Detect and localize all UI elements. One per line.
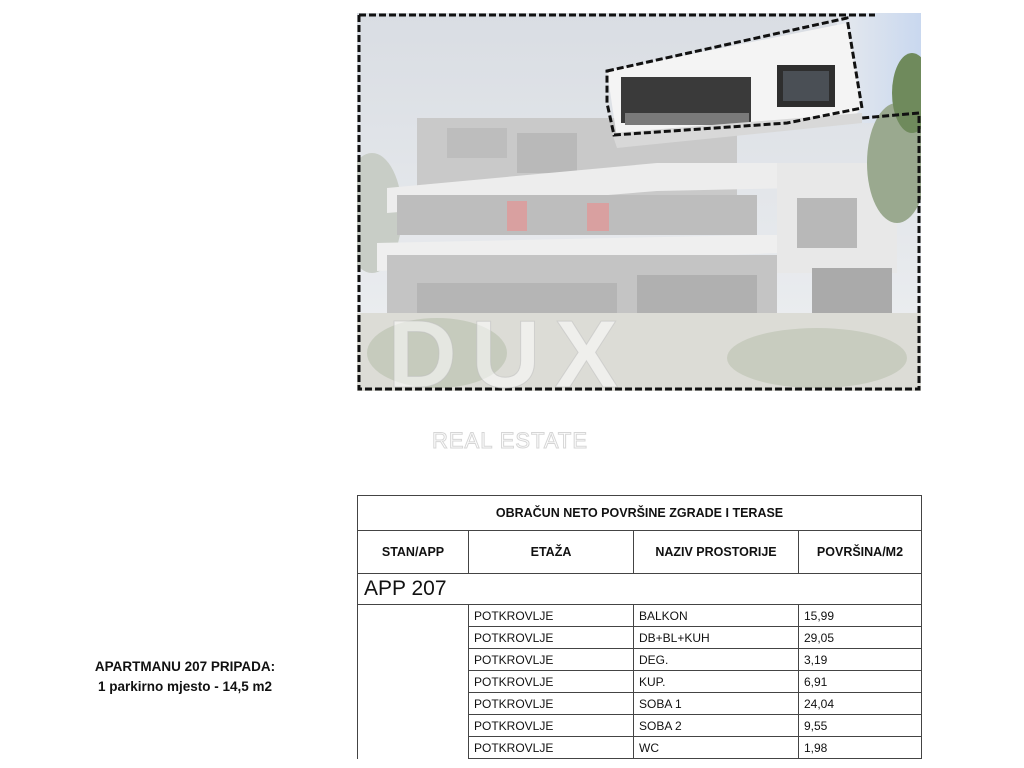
stan-cell [358, 605, 469, 759]
table-header-row [358, 531, 922, 574]
room-cell: BALKON [634, 605, 799, 627]
apartment-row [358, 574, 922, 605]
floor-cell: POTKROVLJE [469, 693, 634, 715]
parking-note-line2: 1 parkirno mjesto - 14,5 m2 [97, 679, 273, 694]
floor-cell: POTKROVLJE [469, 715, 634, 737]
area-cell: 9,55 [799, 715, 922, 737]
header-naziv-prostorije: NAZIV PROSTORIJE [634, 531, 799, 574]
parking-note [60, 657, 310, 697]
area-cell: 24,04 [799, 693, 922, 715]
floor-cell: POTKROVLJE [469, 627, 634, 649]
apartment-label: APP 207 [358, 574, 922, 605]
room-cell: SOBA 1 [634, 693, 799, 715]
floor-cell: POTKROVLJE [469, 671, 634, 693]
floor-cell: POTKROVLJE [469, 605, 634, 627]
floor-cell: POTKROVLJE [469, 649, 634, 671]
table-title-row [358, 496, 922, 531]
watermark-subtitle: REAL ESTATE [431, 428, 589, 453]
room-cell: DEG. [634, 649, 799, 671]
area-cell: 1,98 [799, 737, 922, 759]
area-cell: 15,99 [799, 605, 922, 627]
room-cell: KUP. [634, 671, 799, 693]
room-cell: SOBA 2 [634, 715, 799, 737]
table-title: OBRAČUN NETO POVRŠINE ZGRADE I TERASE [358, 496, 922, 531]
area-table [357, 495, 922, 759]
floor-cell: POTKROVLJE [469, 737, 634, 759]
area-cell: 29,05 [799, 627, 922, 649]
header-stan-app: STAN/APP [358, 531, 469, 574]
header-etaza: ETAŽA [469, 531, 634, 574]
room-cell: DB+BL+KUH [634, 627, 799, 649]
header-povrsina: POVRŠINA/M2 [799, 531, 922, 574]
area-cell: 3,19 [799, 649, 922, 671]
watermark-logo: DUX [387, 301, 633, 408]
area-cell: 6,91 [799, 671, 922, 693]
parking-note-line1: APARTMANU 207 PRIPADA: [94, 659, 276, 674]
room-cell: WC [634, 737, 799, 759]
table-row [358, 605, 922, 627]
